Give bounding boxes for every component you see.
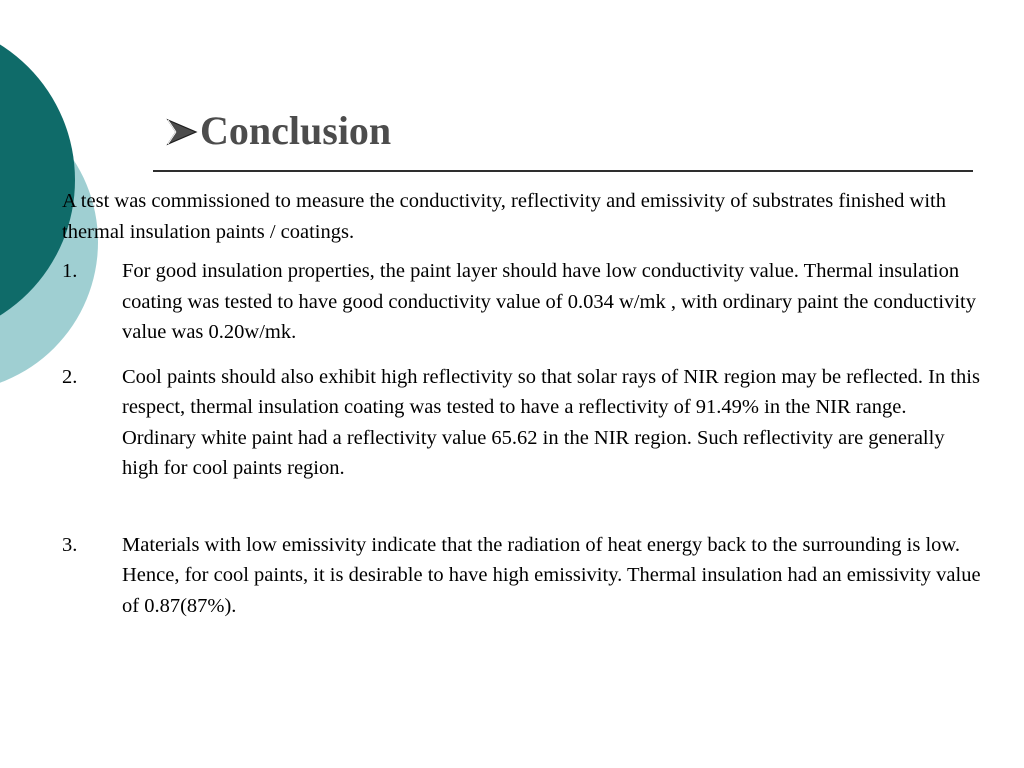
- intro-paragraph: A test was commissioned to measure the conductivity, reflectivity and emissivity of substrates finished with thermal insulation paints / coatings.: [62, 190, 946, 243]
- list-item-text: Materials with low emissivity indicate that the radiation of heat energy back to the surrounding is low. Hence, for cool paints, it is desirable to have high emissivity. Thermal insulation had an emissivity value of 0.87(87%).: [122, 533, 981, 617]
- slide-title-text: Conclusion: [200, 108, 392, 153]
- list-item: [62, 256, 982, 348]
- list-item-text: Cool paints should also exhibit high reflectivity so that solar rays of NIR region may be reflected. In this respect, thermal insulation coating was tested to have a reflectivity of 91.49% in the NIR range. Ordinary white paint had a reflectivity value 65.62 in the NIR region. Such reflectivity are generally high for cool paints region.: [122, 365, 980, 479]
- list-item: [62, 362, 982, 484]
- list-item-text: For good insulation properties, the paint layer should have low conductivity value. Thermal insulation coating was tested to have good conductivity value of 0.034 w/mk , with ordinary paint the conductivity value was 0.20w/mk.: [122, 260, 976, 343]
- list-item-number: 3.: [62, 533, 78, 556]
- slide-title: [166, 106, 391, 156]
- list-item-number: 1.: [62, 260, 78, 282]
- arrow-bullet-icon: [166, 118, 198, 146]
- list-item-number: 2.: [62, 365, 78, 388]
- title-divider: [153, 170, 973, 172]
- slide-body: [62, 186, 982, 635]
- list-item: [62, 530, 982, 622]
